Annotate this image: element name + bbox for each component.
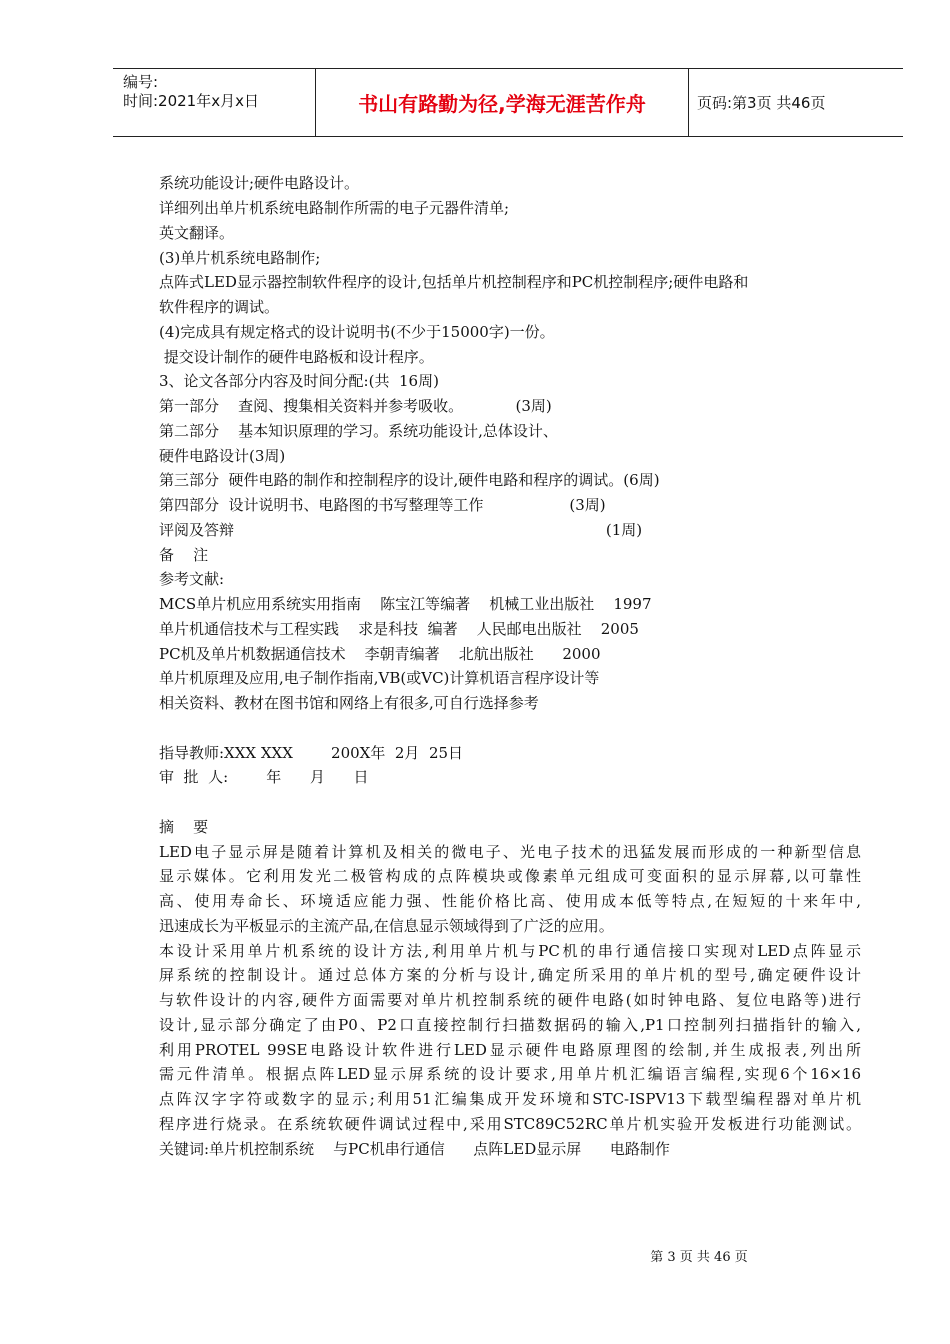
reference-item: PC机及单片机数据通信技术 李朝青编著 北航出版社 2000 <box>159 645 601 663</box>
schedule-line: 评阅及答辩 (1周) <box>159 521 643 539</box>
document-header <box>113 68 903 137</box>
schedule-line: 第一部分 查阅、搜集相关资料并参考吸收。 (3周) <box>159 397 552 415</box>
abstract-line: 设计,显示部分确定了由P0、P2口直接控制行扫描数据码的输入,P1口控制列扫描指针的输入, <box>159 1016 861 1034</box>
text-line: 软件程序的调试。 <box>159 298 280 316</box>
document-time-label: 时间:2021年x月x日 <box>123 92 259 110</box>
approver-line: 审 批 人: 年 月 日 <box>159 768 369 786</box>
text-line: (3)单片机系统电路制作; <box>159 249 321 267</box>
supervisor-line: 指导教师:XXX XXX 200X年 2月 25日 <box>159 744 464 762</box>
header-motto: 书山有路勤为径,学海无涯苦作舟 <box>315 69 689 136</box>
abstract-line: 点阵汉字字符或数字的显示;利用51汇编集成开发环境和STC-ISPV13下载型编程器对单片机 <box>159 1090 861 1108</box>
text-line: 详细列出单片机系统电路制作所需的电子元器件清单; <box>159 199 510 217</box>
footer-page-number: 第 3 页 共 46 页 <box>650 1250 748 1265</box>
remarks-label: 备 注 <box>159 546 209 564</box>
keywords-line: 关键词:单片机控制系统 与PC机串行通信 点阵LED显示屏 电路制作 <box>159 1140 670 1158</box>
document-number-label: 编号: <box>123 73 159 91</box>
abstract-line: LED电子显示屏是随着计算机及相关的微电子、光电子技术的迅猛发展而形成的一种新型信息 <box>159 843 861 861</box>
section-heading: 3、论文各部分内容及时间分配:(共 16周) <box>159 372 439 390</box>
reference-item: MCS单片机应用系统实用指南 陈宝江等编著 机械工业出版社 1997 <box>159 595 652 613</box>
header-page-number: 页码:第3页 共46页 <box>697 94 826 112</box>
reference-item: 相关资料、教材在图书馆和网络上有很多,可自行选择参考 <box>159 694 539 712</box>
abstract-line: 显示媒体。它利用发光二极管构成的点阵模块或像素单元组成可变面积的显示屏幕,以可靠性 <box>159 867 861 885</box>
abstract-line: 本设计采用单片机系统的设计方法,利用单片机与PC机的串行通信接口实现对LED点阵显示 <box>159 942 861 960</box>
schedule-line: 第四部分 设计说明书、电路图的书写整理等工作 (3周) <box>159 496 606 514</box>
text-line: 系统功能设计;硬件电路设计。 <box>159 174 360 192</box>
abstract-line: 程序进行烧录。在系统软硬件调试过程中,采用STC89C52RC单片机实验开发板进行功能测试。 <box>159 1115 861 1133</box>
reference-item: 单片机原理及应用,电子制作指南,VB(或VC)计算机语言程序设计等 <box>159 669 600 687</box>
text-line: 英文翻译。 <box>159 224 235 242</box>
abstract-line: 屏系统的控制设计。通过总体方案的分析与设计,确定所采用的单片机的型号,确定硬件设计 <box>159 966 861 984</box>
references-heading: 参考文献: <box>159 570 225 588</box>
abstract-line: 利用PROTEL 99SE电路设计软件进行LED显示硬件电路原理图的绘制,并生成报表,列出所 <box>159 1041 861 1059</box>
header-meta-cell <box>113 69 315 136</box>
schedule-line: 第二部分 基本知识原理的学习。系统功能设计,总体设计、 <box>159 422 558 440</box>
page-footer <box>0 1246 950 1265</box>
abstract-line: 迅速成长为平板显示的主流产品,在信息显示领域得到了广泛的应用。 <box>159 917 614 935</box>
abstract-heading: 摘 要 <box>159 818 209 836</box>
abstract-line: 高、使用寿命长、环境适应能力强、性能价格比高、使用成本低等特点,在短短的十来年中, <box>159 892 861 910</box>
reference-item: 单片机通信技术与工程实践 求是科技 编著 人民邮电出版社 2005 <box>159 620 639 638</box>
text-line: (4)完成具有规定格式的设计说明书(不少于15000字)一份。 <box>159 323 555 341</box>
text-line: 点阵式LED显示器控制软件程序的设计,包括单片机控制程序和PC机控制程序;硬件电路和 <box>159 273 749 291</box>
schedule-line: 硬件电路设计(3周) <box>159 447 286 465</box>
schedule-line: 第三部分 硬件电路的制作和控制程序的设计,硬件电路和程序的调试。(6周) <box>159 471 660 489</box>
abstract-line: 需元件清单。根据点阵LED显示屏系统的设计要求,用单片机汇编语言编程,实现6个16×16 <box>159 1065 861 1083</box>
text-line: 提交设计制作的硬件电路板和设计程序。 <box>159 348 434 366</box>
abstract-line: 与软件设计的内容,硬件方面需要对单片机控制系统的硬件电路(如时钟电路、复位电路等)进行 <box>159 991 861 1009</box>
